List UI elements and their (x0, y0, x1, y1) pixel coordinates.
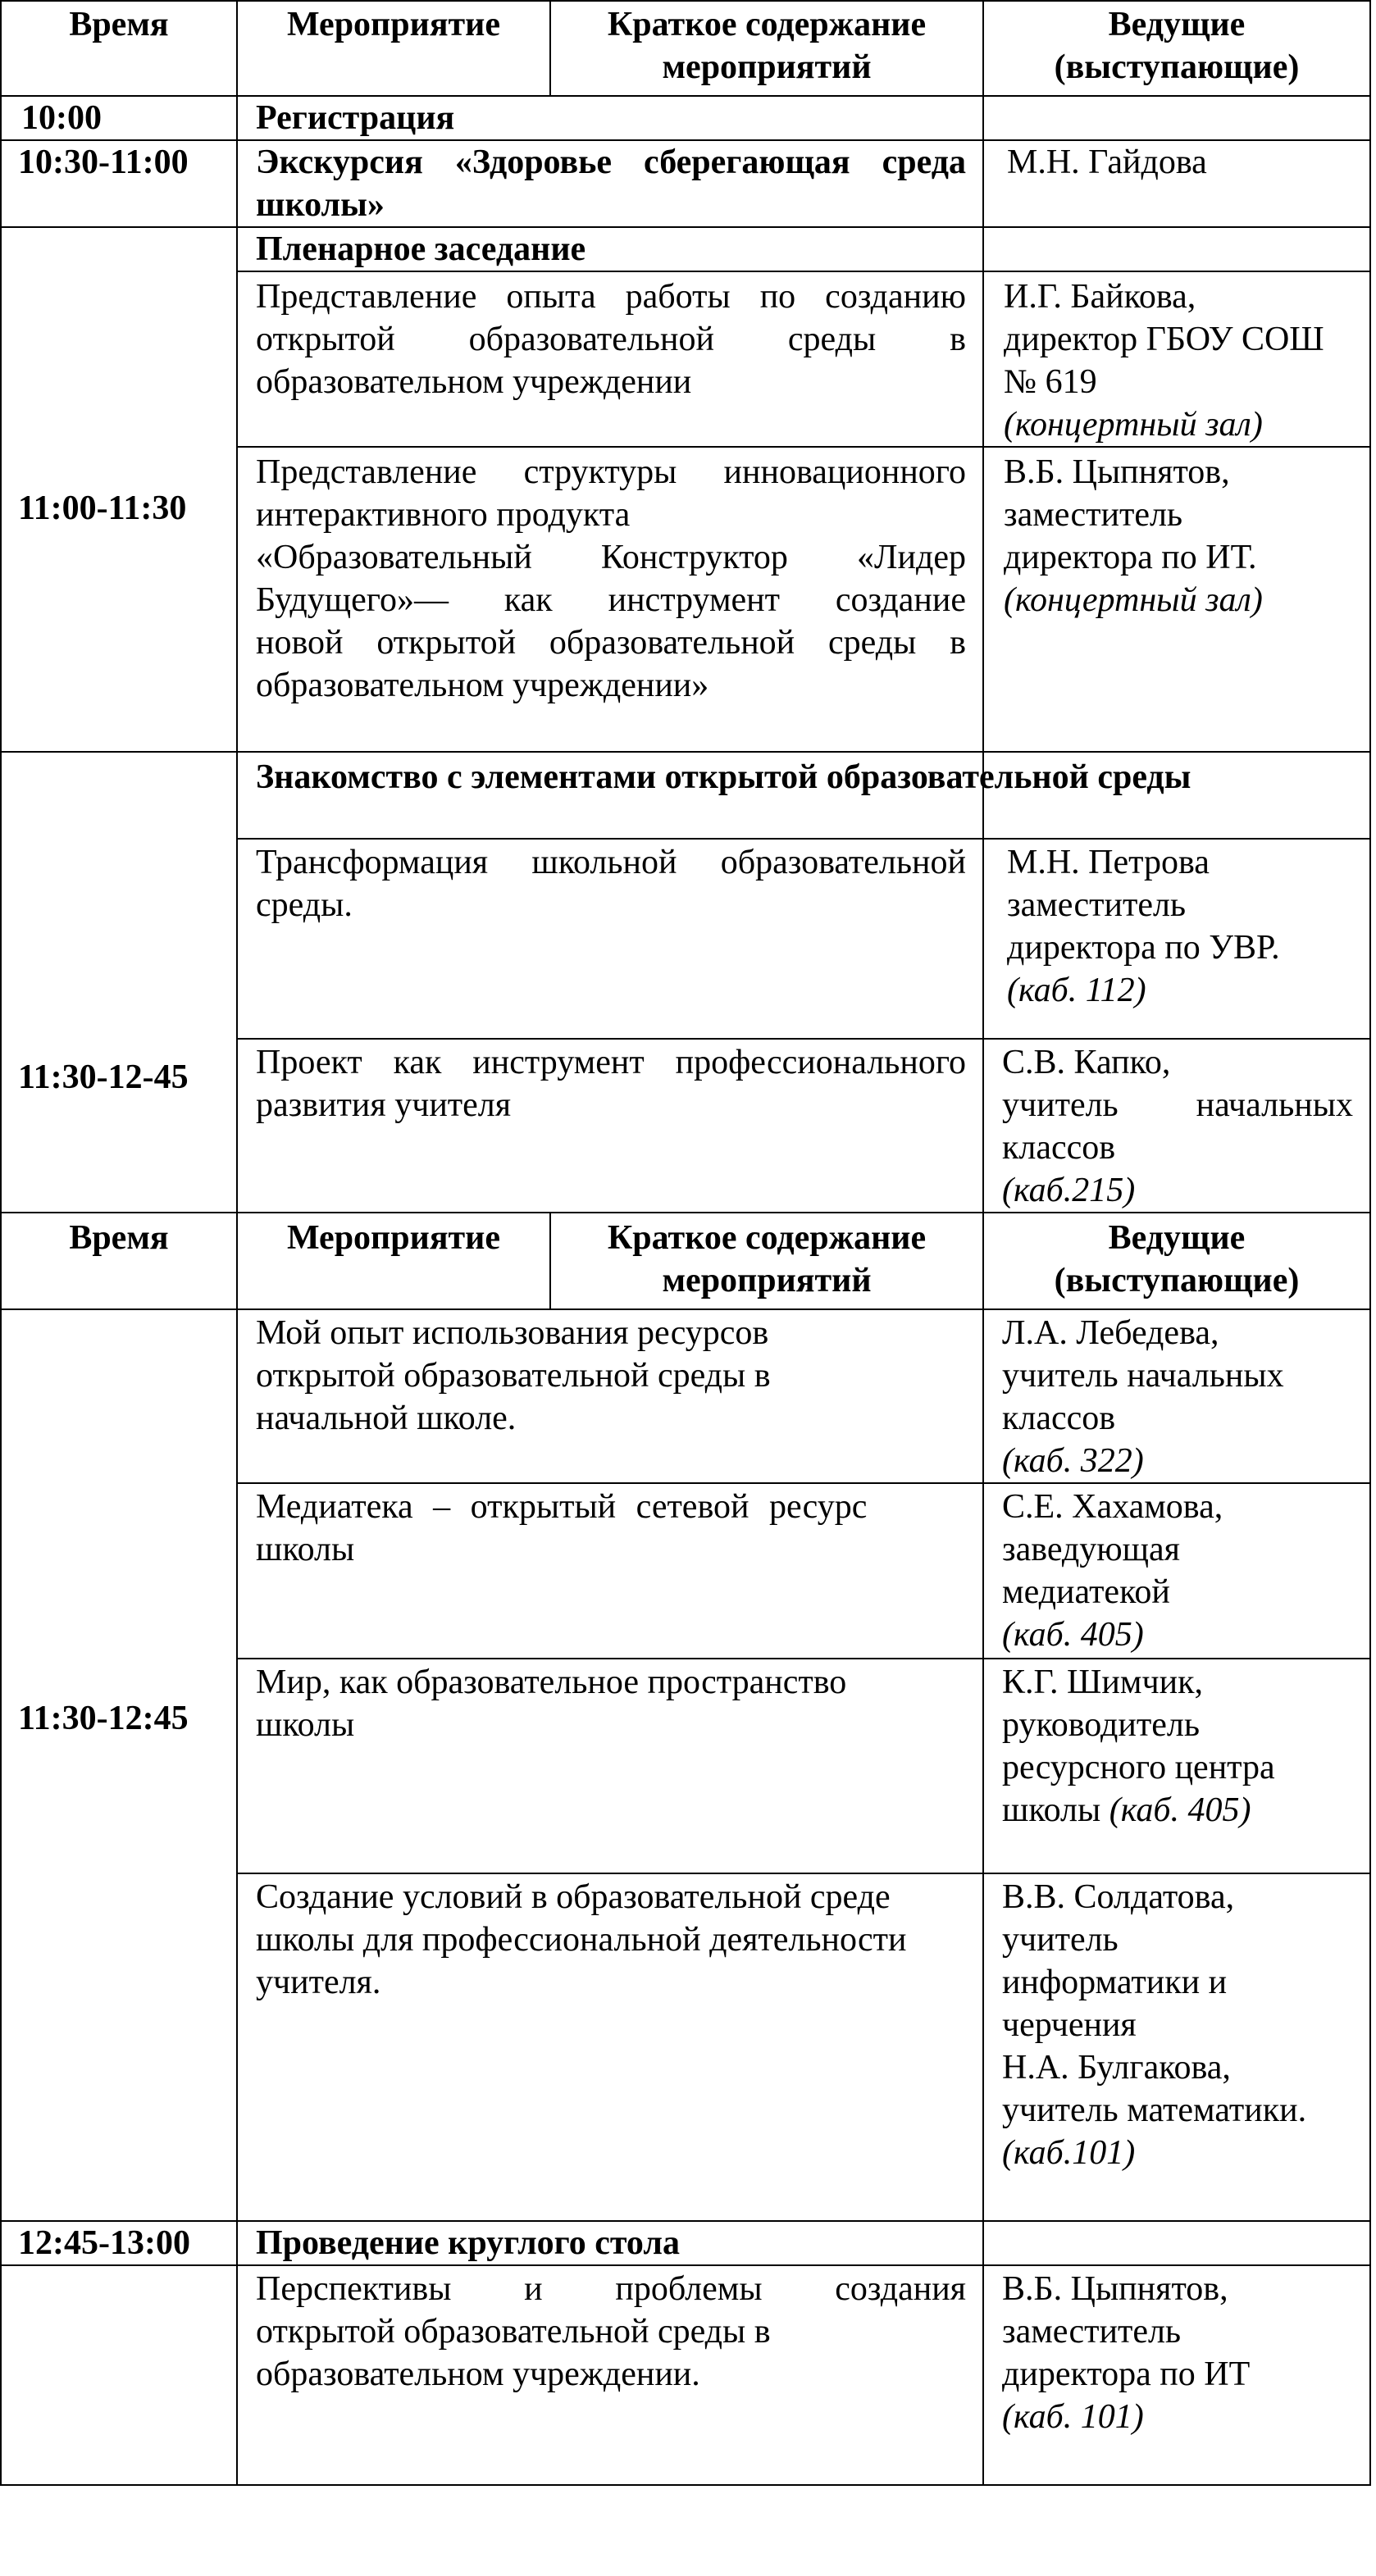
session2-item2-text (256, 1486, 966, 1571)
text-line: открытой образовательной среды в (256, 2313, 771, 2351)
host-line: М.Н. Петрова (1007, 844, 1210, 881)
registration-time: 10:00 (21, 99, 102, 137)
host-line (1002, 1789, 1275, 1832)
registration-title: Регистрация (256, 99, 455, 137)
header-summary-line: мероприятий (662, 1262, 872, 1299)
host-line: учитель начальных (1002, 1357, 1284, 1395)
session2-item1-host (1002, 1312, 1284, 1482)
row-line (0, 95, 1371, 97)
session2-item2-host (1002, 1486, 1223, 1656)
host-line: В.В. Солдатова, (1002, 1878, 1235, 1916)
header-event: Мероприятие (286, 1219, 501, 1257)
host-line: классов (1002, 1400, 1116, 1437)
room-label: (каб. 322) (1002, 1442, 1144, 1480)
excursion-title-line: школы» (256, 186, 385, 224)
text-line: среды. (256, 886, 353, 924)
header-event: Мероприятие (286, 6, 501, 43)
header-summary (551, 1217, 982, 1308)
text-line: образовательном учреждении (256, 363, 692, 401)
row-line (236, 1658, 1371, 1659)
header-summary (551, 3, 982, 95)
excursion-time: 10:30-11:00 (18, 143, 189, 181)
text-line: «Образовательный Конструктор «Лидер (256, 539, 966, 576)
header-hosts-line: (выступающие) (1054, 1262, 1300, 1299)
plenary-item1-host (1004, 275, 1324, 446)
text-line: Представление структуры инновационного (256, 453, 966, 491)
header-summary-line: Краткое содержание (607, 6, 927, 43)
room-label: (каб. 101) (1002, 2398, 1144, 2436)
acquaintance-item1-host (1007, 841, 1280, 1012)
text-line: Представление опыта работы по созданию (256, 278, 966, 316)
text-line: Мой опыт использования ресурсов (256, 1314, 769, 1352)
acquaintance-item2-host (1002, 1041, 1353, 1212)
header-time: Время (69, 6, 169, 43)
plenary-item1-text (256, 275, 966, 403)
excursion-title (256, 141, 966, 226)
host-line-text: школы (1002, 1791, 1101, 1829)
row-line (236, 1482, 1371, 1484)
text-line: Трансформация школьной образовательной (256, 844, 966, 881)
row-line (236, 446, 1371, 448)
host-line: директор ГБОУ СОШ (1004, 321, 1324, 358)
session2-item1-text (256, 1312, 966, 1440)
host-line: Л.А. Лебедева, (1002, 1314, 1219, 1352)
plenary-item2-host (1004, 451, 1263, 621)
host-line: К.Г. Шимчик, (1002, 1663, 1203, 1701)
row-line (0, 1308, 1371, 1310)
row-line (0, 2220, 1371, 2222)
row-line (0, 226, 1371, 228)
text-line: школы (256, 1706, 355, 1744)
acquaintance-title: Знакомство с элементами открытой образовательной среды (256, 758, 1191, 796)
excursion-host: М.Н. Гайдова (1007, 143, 1207, 181)
text-line: открытой образовательной среды в (256, 1357, 771, 1395)
host-line: руководитель (1002, 1706, 1201, 1744)
text-line: образовательном учреждении» (256, 667, 709, 704)
text-line: Перспективы и проблемы создания (256, 2270, 966, 2308)
border-right (1369, 0, 1371, 2486)
plenary-title: Пленарное заседание (256, 230, 586, 268)
row-line (0, 751, 1371, 753)
host-line: информатики и (1002, 1964, 1228, 2001)
host-line: В.Б. Цыпнятов, (1002, 2270, 1228, 2308)
host-line: заместитель (1004, 496, 1183, 534)
plenary-time: 11:00-11:30 (18, 489, 187, 527)
room-label: (концертный зал) (1004, 581, 1263, 619)
header-hosts-line: (выступающие) (1054, 48, 1300, 86)
acquaintance-time: 11:30-12-45 (18, 1058, 189, 1096)
text-line: школы для профессиональной деятельности (256, 1921, 907, 1959)
roundtable-time: 12:45-13:00 (18, 2224, 190, 2262)
session2-item3-host (1002, 1661, 1275, 1832)
row-line (0, 2264, 1371, 2266)
acquaintance-item1-text (256, 841, 966, 926)
row-line (0, 1212, 1371, 1213)
host-line: С.Е. Хахамова, (1002, 1488, 1223, 1526)
room-label: (каб.215) (1002, 1172, 1136, 1209)
host-line: учитель математики. (1002, 2091, 1307, 2129)
host-line: И.Г. Байкова, (1004, 278, 1196, 316)
room-label: (каб. 112) (1007, 972, 1146, 1009)
host-line: № 619 (1004, 363, 1097, 401)
row-line (236, 1873, 1371, 1874)
header-summary-line: Краткое содержание (607, 1219, 927, 1257)
host-line: медиатекой (1002, 1573, 1170, 1611)
text-line: открытой образовательной среды в (256, 321, 966, 358)
text-line: школы (256, 1531, 355, 1568)
text-line: новой открытой образовательной среды в (256, 624, 966, 662)
text-line: Мир, как образовательное пространство (256, 1663, 847, 1701)
host-line: классов (1002, 1129, 1116, 1167)
host-line: заведующая (1002, 1531, 1180, 1568)
plenary-item2-text (256, 451, 966, 707)
host-line: директора по УВР. (1007, 929, 1280, 967)
host-line: учитель начальных (1002, 1086, 1353, 1124)
text-line: развития учителя (256, 1086, 512, 1124)
host-line: В.Б. Цыпнятов, (1004, 453, 1230, 491)
header-hosts-line: Ведущие (1108, 1219, 1246, 1257)
text-line: Создание условий в образовательной среде (256, 1878, 891, 1916)
text-line: учителя. (256, 1964, 381, 2001)
header-hosts (984, 3, 1369, 95)
text-line: Медиатека – открытый сетевой ресурс (256, 1488, 868, 1526)
roundtable-item1-text (256, 2268, 966, 2396)
host-line: учитель (1002, 1921, 1119, 1959)
room-label: (концертный зал) (1004, 406, 1263, 444)
host-line: С.В. Капко, (1002, 1044, 1171, 1081)
roundtable-item1-host (1002, 2268, 1250, 2438)
session2-item3-text (256, 1661, 966, 1746)
header-time: Время (69, 1219, 169, 1257)
host-line: черчения (1002, 2006, 1137, 2044)
roundtable-title: Проведение круглого стола (256, 2224, 680, 2262)
acquaintance-item2-text (256, 1041, 966, 1126)
host-line: заместитель (1002, 2313, 1182, 2351)
row-line (236, 271, 1371, 272)
row-line (0, 0, 1371, 2)
host-line: заместитель (1007, 886, 1187, 924)
header-hosts-line: Ведущие (1108, 6, 1246, 43)
text-line: интерактивного продукта (256, 496, 631, 534)
session2-time: 11:30-12:45 (18, 1700, 189, 1737)
room-label: (каб.101) (1002, 2134, 1136, 2172)
excursion-title-line: Экскурсия «Здоровье сберегающая среда (256, 143, 966, 181)
session2-item4-text (256, 1876, 966, 2004)
row-line (0, 2484, 1371, 2486)
room-label: (каб. 405) (1109, 1791, 1251, 1829)
header-summary-line: мероприятий (662, 48, 872, 86)
host-line: Н.А. Булгакова, (1002, 2049, 1231, 2087)
text-line: образовательном учреждении. (256, 2355, 700, 2393)
host-line: ресурсного центра (1002, 1749, 1275, 1786)
host-line: директора по ИТ (1002, 2355, 1251, 2393)
host-line: директора по ИТ. (1004, 539, 1257, 576)
row-line (236, 838, 1371, 840)
session2-item4-host (1002, 1876, 1306, 2174)
text-line: начальной школе. (256, 1400, 517, 1437)
row-line (236, 1038, 1371, 1040)
room-label: (каб. 405) (1002, 1616, 1144, 1654)
text-line: Будущего»— как инструмент создание (256, 581, 966, 619)
header-hosts (984, 1217, 1369, 1308)
text-line: Проект как инструмент профессионального (256, 1044, 966, 1081)
